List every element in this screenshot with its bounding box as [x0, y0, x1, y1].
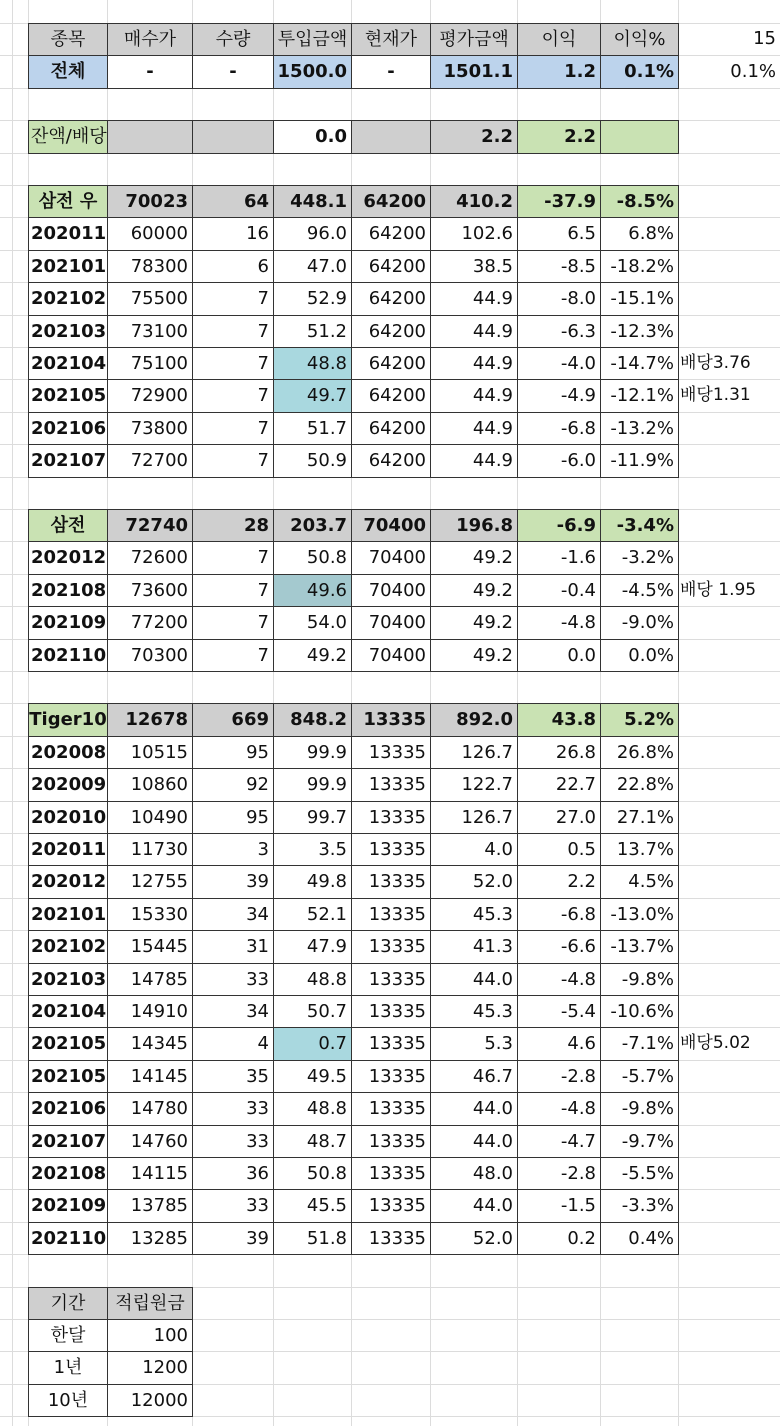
row-value: 50.8 [273, 1157, 352, 1190]
row-value: 64200 [351, 250, 431, 283]
row-value: 15330 [107, 898, 193, 931]
row-value: 44.0 [430, 1092, 518, 1126]
row-value: 7 [192, 412, 274, 445]
row-value: 31 [192, 930, 274, 964]
row-value: -4.0 [517, 347, 601, 380]
row-value: -4.9 [517, 379, 601, 413]
group-summary-value: 13335 [351, 703, 431, 737]
row-value: 34 [192, 995, 274, 1028]
group-summary-value: 448.1 [273, 185, 352, 218]
row-value: 14345 [107, 1027, 193, 1061]
row-value: 47.0 [273, 250, 352, 283]
row-value: 13335 [351, 995, 431, 1028]
row-value: 4.5% [600, 865, 679, 899]
column-header: 매수가 [107, 23, 193, 56]
row-value: -3.2% [600, 541, 679, 575]
row-value: 64200 [351, 315, 431, 348]
row-value: 13335 [351, 1189, 431, 1223]
side-value: 0.1% [730, 60, 776, 82]
row-value: 22.7 [517, 768, 601, 802]
row-value: 44.0 [430, 1189, 518, 1223]
row-value: -2.8 [517, 1157, 601, 1190]
group-name: Tiger10 [28, 703, 108, 737]
row-value: 0.4% [600, 1222, 679, 1255]
balance-profit: 2.2 [517, 120, 601, 154]
row-value: -1.5 [517, 1189, 601, 1223]
row-value: 7 [192, 444, 274, 478]
row-value: -9.8% [600, 1092, 679, 1126]
row-value: 44.9 [430, 347, 518, 380]
row-value: 45.3 [430, 898, 518, 931]
row-value: 70400 [351, 541, 431, 575]
row-value: 50.7 [273, 995, 352, 1028]
row-value: 44.0 [430, 963, 518, 996]
row-value: -10.6% [600, 995, 679, 1028]
row-value: -6.6 [517, 930, 601, 964]
total-value: - [107, 55, 193, 89]
empty-cell [107, 120, 193, 154]
row-value: 44.0 [430, 1125, 518, 1158]
row-value: 13335 [351, 1092, 431, 1126]
row-value: 47.9 [273, 930, 352, 964]
row-date: 202011 [28, 217, 108, 251]
savings-amount: 1200 [107, 1351, 193, 1385]
row-value: 70300 [107, 639, 193, 672]
row-value: 39 [192, 865, 274, 899]
balance-invested: 0.0 [273, 120, 352, 154]
row-date: 202106 [28, 1092, 108, 1126]
row-value: 27.0 [517, 801, 601, 834]
row-value: 44.9 [430, 282, 518, 316]
row-value: 0.2 [517, 1222, 601, 1255]
row-date: 202104 [28, 347, 108, 380]
row-value: 44.9 [430, 444, 518, 478]
row-value: 51.8 [273, 1222, 352, 1255]
row-value: 0.0% [600, 639, 679, 672]
row-value: 48.8 [273, 1092, 352, 1126]
row-value: 73600 [107, 574, 193, 607]
row-value: 33 [192, 1092, 274, 1126]
row-value: 60000 [107, 217, 193, 251]
row-value: 49.2 [430, 541, 518, 575]
row-value: 13335 [351, 1222, 431, 1255]
column-header: 종목 [28, 23, 108, 56]
row-value: -0.4 [517, 574, 601, 607]
row-value: -9.8% [600, 963, 679, 996]
balance-value: 2.2 [430, 120, 518, 154]
row-value: 48.7 [273, 1125, 352, 1158]
row-value: -4.8 [517, 606, 601, 640]
row-value: 10515 [107, 736, 193, 769]
row-value: -1.6 [517, 541, 601, 575]
row-date: 202012 [28, 541, 108, 575]
group-summary-value: 410.2 [430, 185, 518, 218]
row-value: 7 [192, 541, 274, 575]
row-value: 70400 [351, 606, 431, 640]
row-value: 7 [192, 282, 274, 316]
row-date: 202108 [28, 1157, 108, 1190]
row-value: 92 [192, 768, 274, 802]
column-header: 이익% [600, 23, 679, 56]
row-value: -7.1% [600, 1027, 679, 1061]
row-value: 70400 [351, 639, 431, 672]
row-date: 202102 [28, 282, 108, 316]
savings-header: 적립원금 [107, 1287, 193, 1320]
row-value: 0.7 [273, 1027, 352, 1061]
row-date: 202110 [28, 1222, 108, 1255]
row-value: 51.2 [273, 315, 352, 348]
column-header: 이익 [517, 23, 601, 56]
group-summary-value: 64 [192, 185, 274, 218]
row-value: 7 [192, 315, 274, 348]
total-value: 1.2 [517, 55, 601, 89]
row-value: 2.2 [517, 865, 601, 899]
row-value: -6.3 [517, 315, 601, 348]
row-value: 7 [192, 347, 274, 380]
row-date: 202011 [28, 833, 108, 866]
row-value: -13.0% [600, 898, 679, 931]
row-value: 33 [192, 1189, 274, 1223]
row-value: -6.8 [517, 412, 601, 445]
row-value: 5.3 [430, 1027, 518, 1061]
row-value: 49.2 [430, 639, 518, 672]
row-value: -12.1% [600, 379, 679, 413]
group-summary-value: 70400 [351, 509, 431, 542]
row-value: -12.3% [600, 315, 679, 348]
row-value: -15.1% [600, 282, 679, 316]
row-value: 126.7 [430, 736, 518, 769]
row-value: 49.6 [273, 574, 352, 607]
row-value: 44.9 [430, 379, 518, 413]
row-value: 7 [192, 639, 274, 672]
row-value: 7 [192, 379, 274, 413]
row-value: -6.0 [517, 444, 601, 478]
row-value: 46.7 [430, 1060, 518, 1093]
group-summary-value: 848.2 [273, 703, 352, 737]
row-value: 7 [192, 574, 274, 607]
row-date: 202107 [28, 444, 108, 478]
row-date: 202104 [28, 995, 108, 1028]
column-header: 평가금액 [430, 23, 518, 56]
group-summary-value: 892.0 [430, 703, 518, 737]
row-value: 0.0 [517, 639, 601, 672]
row-value: 34 [192, 898, 274, 931]
row-value: 10490 [107, 801, 193, 834]
row-value: 78300 [107, 250, 193, 283]
group-summary-value: 196.8 [430, 509, 518, 542]
row-value: 13.7% [600, 833, 679, 866]
row-value: 72900 [107, 379, 193, 413]
row-value: 11730 [107, 833, 193, 866]
row-value: 12755 [107, 865, 193, 899]
row-value: -6.8 [517, 898, 601, 931]
row-date: 202012 [28, 865, 108, 899]
row-value: 15445 [107, 930, 193, 964]
dividend-note: 배당 1.95 [680, 579, 757, 600]
row-value: 3.5 [273, 833, 352, 866]
row-value: 13335 [351, 1157, 431, 1190]
row-value: 13335 [351, 930, 431, 964]
row-value: 50.8 [273, 541, 352, 575]
total-value: - [351, 55, 431, 89]
row-date: 202110 [28, 639, 108, 672]
row-value: 27.1% [600, 801, 679, 834]
row-value: 13335 [351, 1060, 431, 1093]
row-value: 35 [192, 1060, 274, 1093]
total-value: 1501.1 [430, 55, 518, 89]
dividend-note: 배당3.76 [680, 352, 751, 373]
row-value: 49.2 [430, 606, 518, 640]
row-value: 13335 [351, 768, 431, 802]
row-value: -4.5% [600, 574, 679, 607]
row-value: -13.2% [600, 412, 679, 445]
balance-label: 잔액/배당 [28, 120, 108, 154]
group-name: 삼전 우 [28, 185, 108, 218]
empty-cell [600, 120, 679, 154]
group-summary-value: 12678 [107, 703, 193, 737]
dividend-note: 배당5.02 [680, 1033, 751, 1053]
row-value: -5.4 [517, 995, 601, 1028]
row-value: -9.0% [600, 606, 679, 640]
row-value: -2.8 [517, 1060, 601, 1093]
row-date: 202103 [28, 963, 108, 996]
row-value: 64200 [351, 347, 431, 380]
row-value: 75100 [107, 347, 193, 380]
row-value: 52.9 [273, 282, 352, 316]
row-value: 54.0 [273, 606, 352, 640]
empty-cell [192, 120, 274, 154]
row-date: 202105 [28, 1027, 108, 1061]
group-summary-value: 203.7 [273, 509, 352, 542]
row-value: 3 [192, 833, 274, 866]
row-value: 13285 [107, 1222, 193, 1255]
row-value: 48.8 [273, 963, 352, 996]
row-date: 202101 [28, 250, 108, 283]
group-summary-value: -3.4% [600, 509, 679, 542]
row-value: 45.5 [273, 1189, 352, 1223]
row-value: 38.5 [430, 250, 518, 283]
column-header: 수량 [192, 23, 274, 56]
row-value: 48.8 [273, 347, 352, 380]
row-value: 14115 [107, 1157, 193, 1190]
row-value: 99.7 [273, 801, 352, 834]
row-value: -13.7% [600, 930, 679, 964]
row-value: 13335 [351, 833, 431, 866]
row-value: 36 [192, 1157, 274, 1190]
row-value: 13335 [351, 1027, 431, 1061]
row-date: 202109 [28, 606, 108, 640]
row-value: 99.9 [273, 736, 352, 769]
row-value: 4.0 [430, 833, 518, 866]
row-value: 13335 [351, 801, 431, 834]
row-value: -14.7% [600, 347, 679, 380]
row-value: 49.8 [273, 865, 352, 899]
row-value: -3.3% [600, 1189, 679, 1223]
row-value: 6.8% [600, 217, 679, 251]
row-date: 202105 [28, 379, 108, 413]
row-value: 13335 [351, 865, 431, 899]
row-value: 16 [192, 217, 274, 251]
row-value: -8.5 [517, 250, 601, 283]
row-date: 202106 [28, 412, 108, 445]
total-value: 0.1% [600, 55, 679, 89]
group-name: 삼전 [28, 509, 108, 542]
group-summary-value: 64200 [351, 185, 431, 218]
row-value: -8.0 [517, 282, 601, 316]
row-value: 45.3 [430, 995, 518, 1028]
savings-amount: 12000 [107, 1384, 193, 1417]
row-value: 13335 [351, 898, 431, 931]
row-value: 26.8 [517, 736, 601, 769]
column-header: 현재가 [351, 23, 431, 56]
row-value: 48.0 [430, 1157, 518, 1190]
row-value: 49.2 [273, 639, 352, 672]
row-value: 4.6 [517, 1027, 601, 1061]
empty-cell [351, 120, 431, 154]
row-value: 49.2 [430, 574, 518, 607]
row-value: 52.1 [273, 898, 352, 931]
row-value: 41.3 [430, 930, 518, 964]
row-value: 10860 [107, 768, 193, 802]
row-value: 49.5 [273, 1060, 352, 1093]
row-value: 64200 [351, 379, 431, 413]
row-value: 64200 [351, 217, 431, 251]
row-value: 64200 [351, 282, 431, 316]
row-value: 64200 [351, 412, 431, 445]
row-value: -5.5% [600, 1157, 679, 1190]
row-value: 77200 [107, 606, 193, 640]
group-summary-value: 43.8 [517, 703, 601, 737]
row-value: 96.0 [273, 217, 352, 251]
row-value: 44.9 [430, 315, 518, 348]
row-value: 14780 [107, 1092, 193, 1126]
row-value: 75500 [107, 282, 193, 316]
row-value: 7 [192, 606, 274, 640]
row-value: 6 [192, 250, 274, 283]
group-summary-value: -6.9 [517, 509, 601, 542]
row-value: 99.9 [273, 768, 352, 802]
group-summary-value: 70023 [107, 185, 193, 218]
row-value: 33 [192, 1125, 274, 1158]
group-summary-value: 72740 [107, 509, 193, 542]
row-date: 202008 [28, 736, 108, 769]
total-value: 1500.0 [273, 55, 352, 89]
row-value: -9.7% [600, 1125, 679, 1158]
gridline [12, 0, 13, 1426]
savings-period: 10년 [28, 1384, 108, 1417]
row-value: 0.5 [517, 833, 601, 866]
row-value: 126.7 [430, 801, 518, 834]
row-date: 202109 [28, 1189, 108, 1223]
row-value: 52.0 [430, 1222, 518, 1255]
row-value: 14760 [107, 1125, 193, 1158]
row-value: 73800 [107, 412, 193, 445]
row-value: 6.5 [517, 217, 601, 251]
group-summary-value: 5.2% [600, 703, 679, 737]
group-summary-value: -8.5% [600, 185, 679, 218]
row-date: 202103 [28, 315, 108, 348]
row-value: 51.7 [273, 412, 352, 445]
row-value: 44.9 [430, 412, 518, 445]
row-value: 13785 [107, 1189, 193, 1223]
row-value: 72600 [107, 541, 193, 575]
row-date: 202107 [28, 1125, 108, 1158]
row-date: 202101 [28, 898, 108, 931]
savings-header: 기간 [28, 1287, 108, 1320]
row-value: 73100 [107, 315, 193, 348]
row-value: -4.8 [517, 963, 601, 996]
row-value: 64200 [351, 444, 431, 478]
row-value: 26.8% [600, 736, 679, 769]
total-label: 전체 [28, 55, 108, 89]
row-value: 22.8% [600, 768, 679, 802]
row-value: 13335 [351, 1125, 431, 1158]
row-value: -4.8 [517, 1092, 601, 1126]
row-date: 202108 [28, 574, 108, 607]
savings-period: 한달 [28, 1319, 108, 1352]
row-date: 202102 [28, 930, 108, 964]
row-date: 202105 [28, 1060, 108, 1093]
row-value: -11.9% [600, 444, 679, 478]
row-value: 102.6 [430, 217, 518, 251]
row-value: 52.0 [430, 865, 518, 899]
savings-amount: 100 [107, 1319, 193, 1352]
group-summary-value: 669 [192, 703, 274, 737]
row-value: 72700 [107, 444, 193, 478]
row-value: 95 [192, 801, 274, 834]
row-value: 122.7 [430, 768, 518, 802]
side-value: 15 [753, 28, 776, 49]
column-header: 투입금액 [273, 23, 352, 56]
row-date: 202009 [28, 768, 108, 802]
row-value: 95 [192, 736, 274, 769]
row-value: 14910 [107, 995, 193, 1028]
row-value: 33 [192, 963, 274, 996]
row-value: 14145 [107, 1060, 193, 1093]
group-summary-value: 28 [192, 509, 274, 542]
dividend-note: 배당1.31 [680, 385, 751, 405]
row-value: 14785 [107, 963, 193, 996]
row-value: 4 [192, 1027, 274, 1061]
row-value: -4.7 [517, 1125, 601, 1158]
row-value: 49.7 [273, 379, 352, 413]
row-value: -5.7% [600, 1060, 679, 1093]
group-summary-value: -37.9 [517, 185, 601, 218]
row-value: 13335 [351, 736, 431, 769]
row-value: 50.9 [273, 444, 352, 478]
row-value: 13335 [351, 963, 431, 996]
row-date: 202010 [28, 801, 108, 834]
savings-period: 1년 [28, 1351, 108, 1385]
row-value: -18.2% [600, 250, 679, 283]
total-value: - [192, 55, 274, 89]
row-value: 70400 [351, 574, 431, 607]
row-value: 39 [192, 1222, 274, 1255]
